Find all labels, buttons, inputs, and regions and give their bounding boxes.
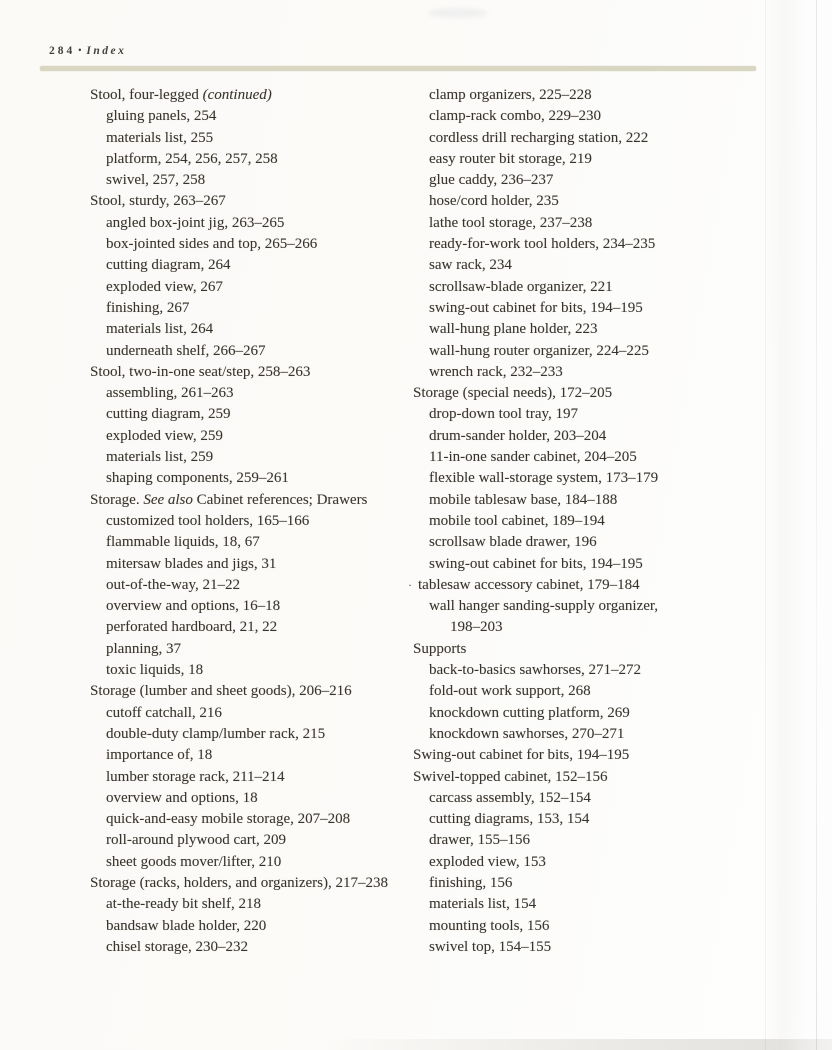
index-entry [413,319,758,340]
index-entry [90,617,410,638]
index-entry [413,255,758,276]
index-entry [90,724,410,745]
stray-dot-mark: · [408,577,412,592]
index-entry-text: Storage. [90,491,144,508]
index-entry-text: 198–203 [450,619,503,636]
header-rule [40,66,756,71]
index-entry-text: assembling, 261–263 [106,385,234,402]
page-bottom-shadow [0,1039,832,1050]
index-entry [90,532,410,553]
index-entry [413,298,758,319]
index-entry [413,937,758,958]
index-entry [90,767,410,788]
index-entry [90,85,410,106]
index-entry-text: overview and options, 18 [106,789,258,806]
index-entry-text: fold-out work support, 268 [429,683,591,700]
index-entry [90,830,410,851]
page-edge-shading [765,0,832,1050]
index-entry [413,617,758,638]
index-entry [413,468,758,489]
index-entry-text: swivel, 257, 258 [106,172,206,189]
index-entry [413,213,758,234]
index-entry-text: shaping components, 259–261 [106,470,289,487]
index-entry-text: underneath shelf, 266–267 [106,342,266,359]
index-entry-text: mitersaw blades and jigs, 31 [106,555,277,572]
index-entry-text: double-duty clamp/lumber rack, 215 [106,725,326,742]
index-entry [413,149,758,170]
index-entry-text: wrench rack, 232–233 [429,363,563,380]
index-entry-text: wall-hung router organizer, 224–225 [429,342,649,359]
index-entry-text: drum-sander holder, 203–204 [429,427,607,444]
index-entry-text: wall-hung plane holder, 223 [429,321,598,338]
index-entry-text: cutting diagram, 264 [106,257,231,274]
index-entry [413,767,758,788]
index-entry [413,916,758,937]
index-entry [413,426,758,447]
index-entry-text: gluing panels, 254 [106,108,217,125]
page-edge-line [816,0,817,1050]
index-entry-text: at-the-ready bit shelf, 218 [106,896,261,913]
index-entry-text: mounting tools, 156 [429,917,550,934]
index-entry [413,681,758,702]
index-entry [90,639,410,660]
index-entry-text: overview and options, 16–18 [106,598,281,615]
index-entry-text: lumber storage rack, 211–214 [106,768,285,785]
index-entry-text: finishing, 156 [429,874,513,891]
index-entry-text: out-of-the-way, 21–22 [106,576,240,593]
index-entry-text: Stool, sturdy, 263–267 [90,193,226,210]
index-entry-text: tablesaw accessory cabinet, 179–184 [418,576,640,593]
index-entry [90,916,410,937]
index-entry [90,341,410,362]
index-entry-text: bandsaw blade holder, 220 [106,917,267,934]
index-entry-text: box-jointed sides and top, 265–266 [106,236,318,253]
index-entry-text: knockdown sawhorses, 270–271 [429,725,625,742]
index-entry-text: platform, 254, 256, 257, 258 [106,150,278,167]
index-entry [413,894,758,915]
index-entry [413,809,758,830]
index-entry-text: clamp-rack combo, 229–230 [429,108,602,125]
index-entry-text: materials list, 264 [106,321,214,338]
index-entry [90,277,410,298]
index-entry-text: Swing-out cabinet for bits, 194–195 [413,747,630,764]
index-entry-text: saw rack, 234 [429,257,512,274]
index-entry [413,106,758,127]
index-entry [90,490,410,511]
index-entry-italic-text: (continued) [202,87,272,103]
index-entry [413,724,758,745]
index-entry-text: Storage (racks, holders, and organizers), 217–238 [90,874,388,891]
index-entry [413,596,758,617]
index-entry [413,404,758,425]
index-entry-text: glue caddy, 236–237 [429,172,554,189]
index-entry-text: Supports [413,640,467,657]
index-entry-text: swivel top, 154–155 [429,938,552,955]
index-entry [90,681,410,702]
index-entry [413,852,758,873]
index-entry-text: easy router bit storage, 219 [429,150,592,167]
index-entry-italic-text: See also [143,491,193,508]
index-entry-text: hose/cord holder, 235 [429,193,559,210]
index-entry [90,660,410,681]
index-entry-text: Cabinet references; Drawers [192,491,368,508]
index-entry-text: Stool, two-in-one seat/step, 258–263 [90,363,311,380]
index-entry-text: materials list, 154 [429,896,537,913]
index-entry-text: customized tool holders, 165–166 [106,512,310,529]
index-entry-text: angled box-joint jig, 263–265 [106,214,285,231]
index-entry [413,234,758,255]
index-entry-text: planning, 37 [106,640,181,657]
index-entry [408,575,758,596]
index-entry-text: quick-and-easy mobile storage, 207–208 [106,811,351,828]
index-entry-text: mobile tool cabinet, 189–194 [429,512,605,529]
index-entry [90,937,410,958]
index-entry-text: 11-in-one sander cabinet, 204–205 [429,449,637,466]
section-title: Index [86,45,127,57]
index-entry [90,596,410,617]
index-entry [90,383,410,404]
index-entry [90,809,410,830]
index-entry [90,298,410,319]
index-entry-text: flammable liquids, 18, 67 [106,534,260,551]
index-entry [413,554,758,575]
index-entry [413,362,758,383]
index-entry [90,191,410,212]
index-entry [90,170,410,191]
index-entry-text: ready-for-work tool holders, 234–235 [429,236,656,253]
index-entry-text: finishing, 267 [106,299,190,316]
index-entry [413,447,758,468]
header-separator-dot: • [78,45,82,55]
index-column-right [408,85,758,958]
index-entry [90,319,410,340]
index-entry [413,191,758,212]
index-entry-text: materials list, 259 [106,449,214,466]
index-entry [90,255,410,276]
index-entry-text: drawer, 155–156 [429,832,531,849]
index-entry [90,404,410,425]
index-entry-text: carcass assembly, 152–154 [429,789,591,806]
index-entry [90,852,410,873]
index-entry-text: mobile tablesaw base, 184–188 [429,491,618,508]
index-entry [413,873,758,894]
index-entry-text: drop-down tool tray, 197 [429,406,579,423]
index-entry-text: cutting diagram, 259 [106,406,231,423]
index-entry-text: swing-out cabinet for bits, 194–195 [429,299,643,316]
index-entry-text: flexible wall-storage system, 173–179 [429,470,659,487]
index-entry [90,554,410,575]
index-entry-text: swing-out cabinet for bits, 194–195 [429,555,643,572]
index-entry-text: lathe tool storage, 237–238 [429,214,593,231]
index-entry [413,341,758,362]
index-entry [90,788,410,809]
index-entry-text: roll-around plywood cart, 209 [106,832,286,849]
index-entry-text: Stool, four-legged [90,87,203,103]
index-entry-text: scrollsaw-blade organizer, 221 [429,278,613,295]
index-entry-text: exploded view, 259 [106,427,223,444]
index-entry-text: Swivel-topped cabinet, 152–156 [413,768,608,785]
index-entry [413,660,758,681]
index-entry [413,511,758,532]
index-entry-text: materials list, 255 [106,129,214,146]
index-entry-text: toxic liquids, 18 [106,662,204,679]
index-entry-text: cutting diagrams, 153, 154 [429,811,590,828]
index-entry [90,149,410,170]
index-entry [413,830,758,851]
index-entry-text: sheet goods mover/lifter, 210 [106,853,282,870]
index-entry [90,745,410,766]
index-entry-text: chisel storage, 230–232 [106,938,249,955]
index-entry [413,170,758,191]
index-entry [90,213,410,234]
index-entry [413,85,758,106]
index-entry [90,362,410,383]
index-entry-text: cordless drill recharging station, 222 [429,129,649,146]
index-entry [413,639,758,660]
index-entry [90,128,410,149]
index-entry-text: importance of, 18 [106,747,213,764]
index-entry-text: clamp organizers, 225–228 [429,87,592,103]
index-entry [90,511,410,532]
index-entry [413,277,758,298]
index-entry [90,575,410,596]
page-number: 284 [49,45,76,57]
index-entry [413,490,758,511]
index-entry [90,468,410,489]
index-entry-text: exploded view, 153 [429,853,546,870]
index-entry [413,745,758,766]
scan-smudge [428,8,488,18]
index-entry-text: Storage (lumber and sheet goods), 206–216 [90,683,352,700]
index-entry-text: back-to-basics sawhorses, 271–272 [429,662,642,679]
index-entry [90,234,410,255]
index-entry [413,128,758,149]
page-header [49,45,126,57]
index-entry [413,703,758,724]
index-column-left [90,85,410,958]
index-entry [90,894,410,915]
index-entry-text: cutoff catchall, 216 [106,704,222,721]
index-entry [90,703,410,724]
index-entry-text: Storage (special needs), 172–205 [413,385,613,402]
index-entry [90,873,410,894]
index-entry-text: knockdown cutting platform, 269 [429,704,630,721]
index-entry-text: perforated hardboard, 21, 22 [106,619,278,636]
index-entry-text: scrollsaw blade drawer, 196 [429,534,597,551]
index-entry [413,788,758,809]
index-entry [90,447,410,468]
index-entry-text: exploded view, 267 [106,278,223,295]
index-entry [413,383,758,404]
index-entry-text: wall hanger sanding-supply organizer, [429,598,659,615]
index-entry [413,532,758,553]
index-entry [90,426,410,447]
index-entry [90,106,410,127]
